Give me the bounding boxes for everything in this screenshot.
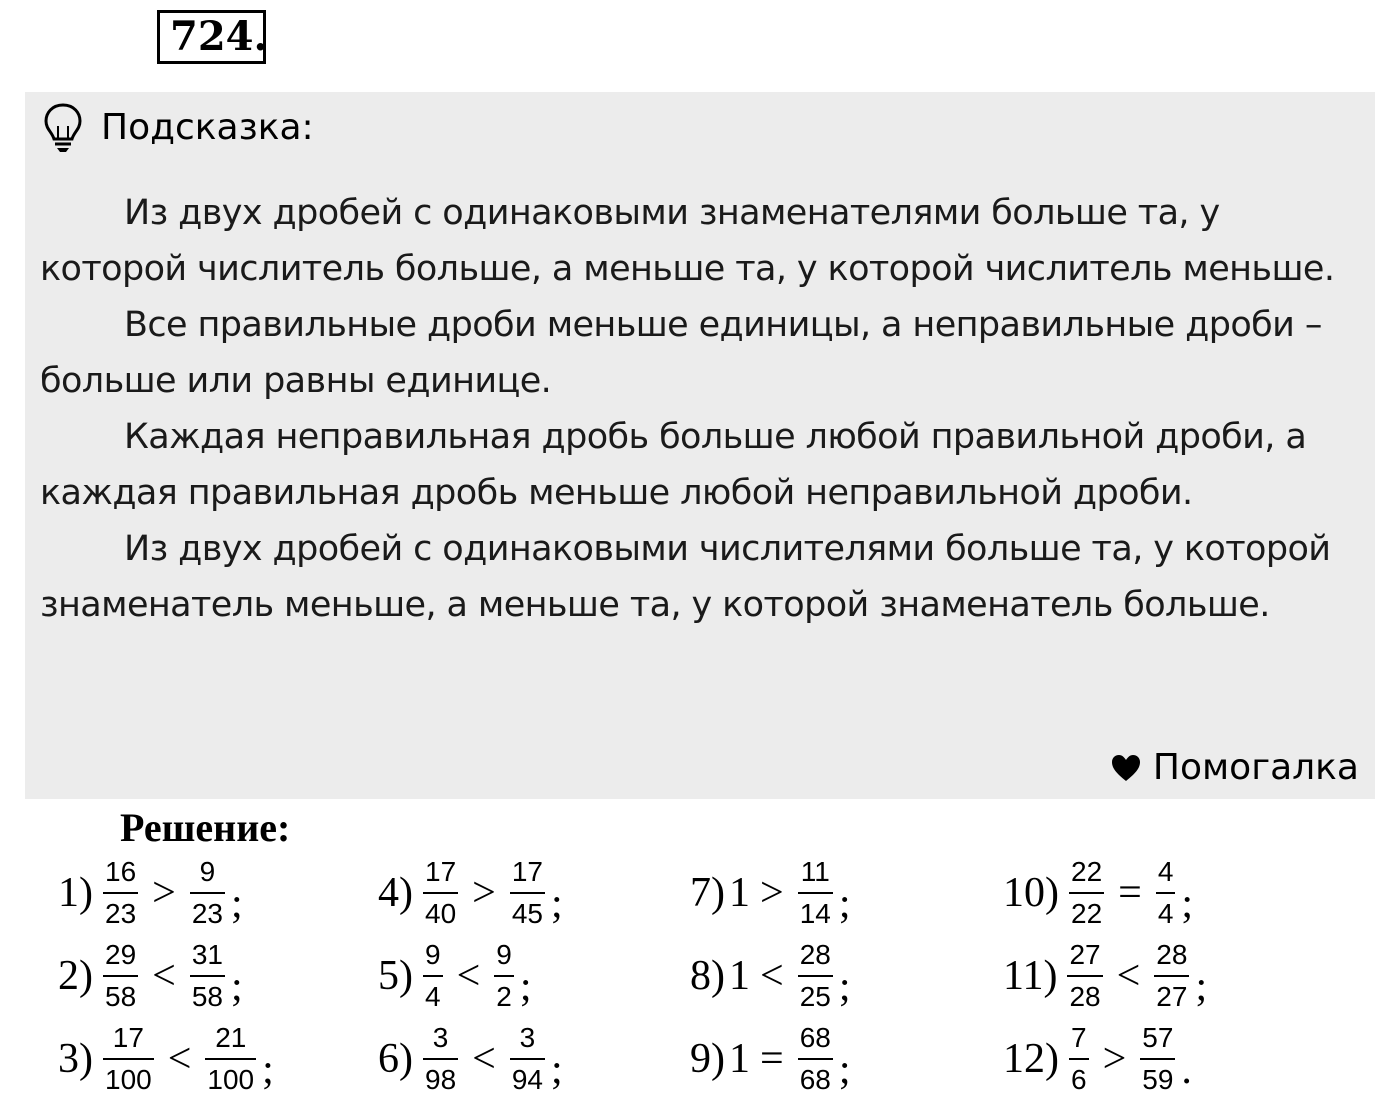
comparison-sign: < [152,953,176,999]
problem-number: 1) [58,870,93,916]
numerator: 11 [800,856,830,887]
denominator: 45 [510,892,545,930]
right-fraction [798,1022,833,1096]
lightbulb-icon [43,102,83,154]
problem-item [690,939,851,1013]
punctuation: . [1181,1047,1192,1093]
numerator: 31 [191,939,223,970]
numerator: 68 [799,1022,831,1053]
left-fraction [1069,856,1104,930]
numerator: 4 [1157,856,1174,887]
left-fraction [423,1022,458,1096]
comparison-sign: < [472,1036,496,1082]
problem-number: 4) [378,870,413,916]
problem-item [58,939,243,1013]
comparison-sign: = [760,1036,784,1082]
punctuation: ; [1195,964,1208,1010]
denominator: 59 [1140,1058,1175,1096]
right-fraction [798,939,833,1013]
numerator: 7 [1071,1022,1087,1053]
problem-number: 10) [1003,870,1059,916]
numerator: 17 [511,856,543,887]
hint-text [40,185,1375,633]
denominator: 58 [190,975,225,1013]
right-fraction [1140,1022,1175,1096]
problem-item [690,856,851,930]
right-fraction [190,856,225,930]
denominator: 27 [1154,975,1189,1013]
hint-paragraph: Все правильные дроби меньше единицы, а неправильные дроби – больше или равны единице. [40,305,1322,401]
left-fraction [103,1022,154,1096]
numerator: 21 [215,1022,247,1053]
left-fraction [423,856,458,930]
punctuation: ; [551,881,563,927]
hint-paragraph: Из двух дробей с одинаковыми знаменателями больше та, у которой числитель больше, а меньше та, у которой числитель меньше. [40,193,1335,289]
right-fraction [798,856,833,930]
numerator: 16 [105,856,137,887]
numerator: 27 [1069,939,1101,970]
denominator: 94 [510,1058,545,1096]
denominator: 4 [1156,892,1176,930]
numerator: 28 [799,939,831,970]
whole-number: 1 [729,1036,750,1082]
comparison-sign: < [760,953,784,999]
numerator: 9 [496,939,512,970]
numerator: 9 [199,856,216,887]
hint-box [25,92,1375,799]
denominator: 100 [205,1058,256,1096]
problem-item [690,1022,851,1096]
denominator: 25 [798,975,833,1013]
denominator: 100 [103,1058,154,1096]
right-fraction [190,939,225,1013]
heart-icon [1111,754,1141,782]
right-fraction [1156,856,1176,930]
denominator: 22 [1069,892,1104,930]
problem-number: 11) [1003,953,1058,999]
solution-title: Решение: [120,805,291,850]
comparison-sign: > [152,870,176,916]
left-fraction [103,939,138,1013]
denominator: 40 [423,892,458,930]
comparison-sign: < [1116,953,1141,999]
problem-item [378,856,563,930]
left-fraction [1069,1022,1089,1096]
denominator: 68 [798,1058,833,1096]
problem-number: 7) [690,870,725,916]
right-fraction [1154,939,1189,1013]
punctuation: ; [838,964,851,1010]
comparison-sign: = [1118,870,1142,916]
punctuation: ; [262,1047,274,1093]
punctuation: ; [1181,881,1194,927]
denominator: 23 [103,892,138,930]
task-number: 724. [157,10,266,64]
hint-title: Подсказка: [101,107,314,148]
punctuation: ; [838,881,851,927]
brand-name: Помогалка [1152,747,1359,788]
left-fraction [423,939,443,1013]
numerator: 28 [1156,939,1188,970]
punctuation: ; [838,1047,851,1093]
brand-signature [1111,746,1359,790]
problem-number: 9) [690,1036,725,1082]
problem-item [378,939,532,1013]
problem-number: 12) [1003,1036,1059,1082]
denominator: 28 [1067,975,1102,1013]
problem-number: 5) [378,953,413,999]
denominator: 4 [423,975,443,1013]
left-fraction [103,856,138,930]
punctuation: ; [519,964,532,1010]
left-fraction [1067,939,1102,1013]
denominator: 98 [423,1058,458,1096]
problem-number: 8) [690,953,725,999]
problem-item [378,1022,563,1096]
comparison-sign: < [456,953,481,999]
problem-item [1003,856,1193,930]
numerator: 17 [112,1022,144,1053]
denominator: 58 [103,975,138,1013]
numerator: 57 [1142,1022,1174,1053]
numerator: 22 [1071,856,1103,887]
denominator: 14 [798,892,833,930]
right-fraction [494,939,514,1013]
problem-item [1003,1022,1192,1096]
problem-item [1003,939,1207,1013]
numerator: 3 [432,1022,449,1053]
whole-number: 1 [729,953,750,999]
right-fraction [510,856,545,930]
problem-item [58,1022,274,1096]
problem-item [58,856,243,930]
numerator: 29 [105,939,137,970]
comparison-sign: < [167,1036,192,1082]
punctuation: ; [231,881,243,927]
hint-paragraph: Каждая неправильная дробь больше любой правильной дроби, а каждая правильная дробь меньше любой неправильной дроби. [40,417,1307,513]
hint-paragraph: Из двух дробей с одинаковыми числителями больше та, у которой знаменатель меньше, а меньше та, у которой знаменатель больше. [40,529,1331,625]
problem-number: 6) [378,1036,413,1082]
comparison-sign: > [472,870,496,916]
right-fraction [205,1022,256,1096]
punctuation: ; [551,1047,563,1093]
denominator: 2 [494,975,514,1013]
punctuation: ; [231,964,243,1010]
comparison-sign: > [760,870,784,916]
problem-number: 2) [58,953,93,999]
comparison-sign: > [1102,1036,1127,1082]
problem-number: 3) [58,1036,93,1082]
numerator: 3 [519,1022,536,1053]
denominator: 6 [1069,1058,1089,1096]
numerator: 9 [425,939,441,970]
whole-number: 1 [729,870,750,916]
denominator: 23 [190,892,225,930]
numerator: 17 [425,856,457,887]
right-fraction [510,1022,545,1096]
